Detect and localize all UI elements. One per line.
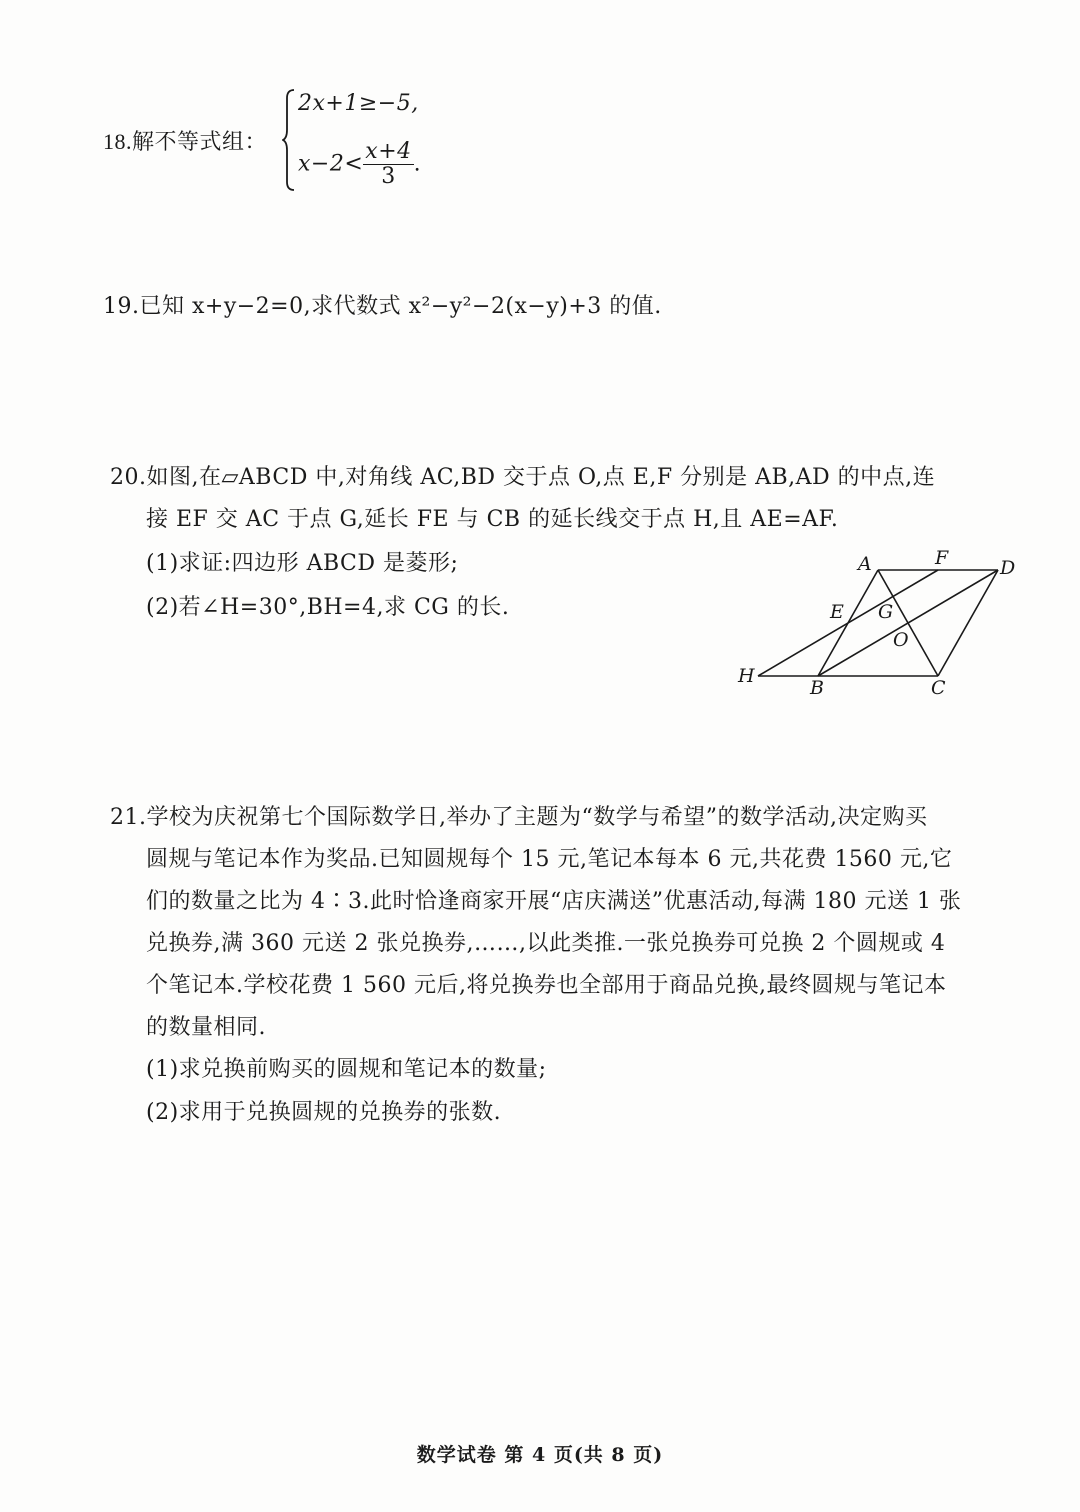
label-A: A	[858, 553, 872, 575]
q20-line-2: 接 EF 交 AC 于点 G,延长 FE 与 CB 的延长线交于点 H,且 AE=AF.	[146, 507, 839, 532]
q20-part-1: (1)求证:四边形 ABCD 是菱形;	[146, 551, 459, 576]
label-C: C	[931, 677, 946, 698]
parallelogram-figure	[728, 548, 1028, 698]
q21-line-6: 的数量相同.	[146, 1015, 266, 1040]
label-F: F	[935, 548, 949, 569]
q21-line-4: 兑换券,满 360 元送 2 张兑换券,……,以此类推.一张兑换券可兑换 2 个圆规或 4	[146, 931, 946, 956]
q18-ineq2-end: .	[413, 151, 422, 177]
label-E: E	[830, 601, 844, 623]
label-B: B	[810, 677, 824, 698]
page-footer: 数学试卷 第 4 页(共 8 页)	[416, 1444, 664, 1466]
q21-part-1: (1)求兑换前购买的圆规和笔记本的数量;	[146, 1057, 547, 1082]
q20-part-2: (2)若∠H=30°,BH=4,求 CG 的长.	[146, 595, 510, 620]
q18-inequality-1: 2x+1≥−5,	[298, 91, 419, 116]
line-HF	[758, 570, 938, 676]
q18-label: 18.解不等式组：	[103, 129, 268, 154]
q21-line-5: 个笔记本.学校花费 1 560 元后,将兑换券也全部用于商品兑换,最终圆规与笔记本	[146, 973, 947, 998]
diagonal-BD	[818, 570, 998, 676]
label-O: O	[893, 629, 909, 651]
q18-fraction-numerator: x+4	[365, 139, 412, 164]
q18-fraction	[363, 140, 413, 189]
label-H: H	[738, 665, 755, 687]
q18-inequality-2	[298, 140, 421, 189]
q18-fraction-denominator: 3	[381, 164, 396, 189]
question-19: 19.已知 x+y−2=0,求代数式 x²−y²−2(x−y)+3 的值.	[103, 294, 662, 319]
q18-ineq2-left: x−2<	[298, 151, 364, 177]
label-G: G	[878, 601, 894, 623]
q21-line-3: 们的数量之比为 4∶3.此时恰逢商家开展“店庆满送”优惠活动,每满 180 元送 1 张	[146, 889, 962, 914]
q21-part-2: (2)求用于兑换圆规的兑换券的张数.	[146, 1100, 502, 1125]
left-brace-icon	[282, 88, 296, 192]
q21-line-1: 21.学校为庆祝第七个国际数学日,举办了主题为“数学与希望”的数学活动,决定购买	[110, 805, 928, 830]
q20-line-1: 20.如图,在▱ABCD 中,对角线 AC,BD 交于点 O,点 E,F 分别是 AB,AD 的中点,连	[110, 465, 936, 490]
side-DC	[938, 570, 998, 676]
q21-line-2: 圆规与笔记本作为奖品.已知圆规每个 15 元,笔记本每本 6 元,共花费 1560 元,它	[146, 847, 953, 872]
label-D: D	[1000, 557, 1016, 579]
